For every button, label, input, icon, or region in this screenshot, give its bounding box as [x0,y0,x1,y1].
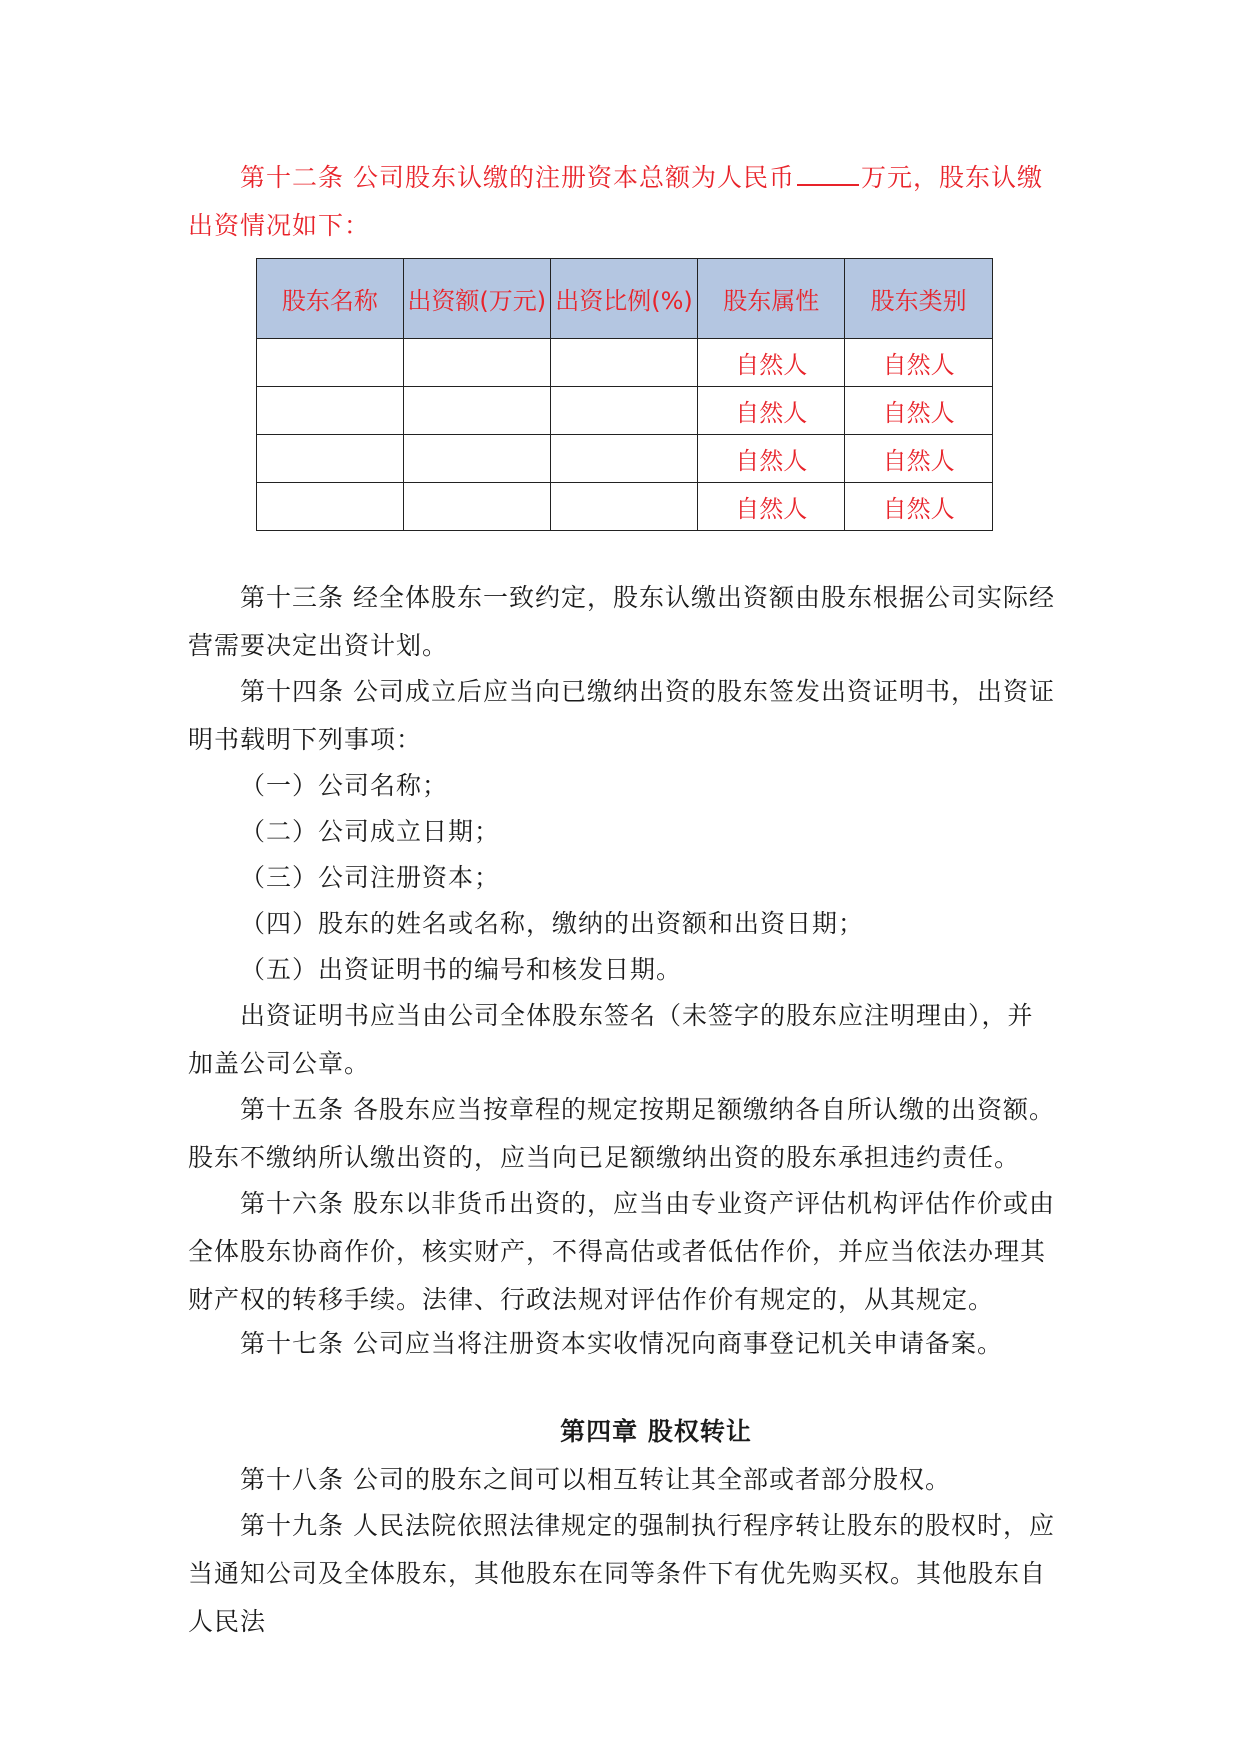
table-cell [550,387,698,435]
article-19: 第十九条 人民法院依照法律规定的强制执行程序转让股东的股权时，应当通知公司及全体股东，其他股东在同等条件下有优先购买权。其他股东自人民法 [188,1511,1055,1636]
table-cell: 自然人 [698,339,845,387]
table-cell: 自然人 [845,387,993,435]
header-contribution-amount: 出资额(万元) [403,259,550,339]
article-14: 第十四条 公司成立后应当向已缴纳出资的股东签发出资证明书，出资证明书载明下列事项： [188,677,1055,754]
table-cell [550,483,698,531]
article-18: 第十八条 公司的股东之间可以相互转让其全部或者部分股权。 [240,1465,951,1494]
article-15: 第十五条 各股东应当按章程的规定按期足额缴纳各自所认缴的出资额。股东不缴纳所认缴出资的，应当向已足额缴纳出资的股东承担违约责任。 [188,1095,1055,1172]
table-cell [403,339,550,387]
list-item: （三）公司注册资本； [240,863,501,892]
header-shareholder-category: 股东类别 [845,259,993,339]
shareholder-table [256,258,993,531]
chapter-heading: 第四章 股权转让 [560,1417,752,1446]
certificate-note: 出资证明书应当由公司全体股东签名（未签字的股东应注明理由），并加盖公司公章。 [188,1001,1034,1078]
table-cell [403,435,550,483]
table-cell: 自然人 [845,435,993,483]
article-17: 第十七条 公司应当将注册资本实收情况向商事登记机关申请备案。 [240,1329,1003,1358]
table-cell [550,339,698,387]
table-row [257,387,993,435]
table-cell: 自然人 [845,339,993,387]
table-cell [257,435,404,483]
table-cell: 自然人 [698,435,845,483]
table-header-row [257,259,993,339]
article-12-text-b: 万元，股东认缴出资情况如下： [188,163,1043,240]
table-row [257,435,993,483]
header-shareholder-name: 股东名称 [257,259,404,339]
table-row [257,339,993,387]
header-contribution-ratio: 出资比例(%) [550,259,698,339]
list-item: （二）公司成立日期； [240,817,501,846]
table-cell [403,483,550,531]
table-row [257,483,993,531]
table-cell: 自然人 [698,387,845,435]
table-cell [403,387,550,435]
article-12-text-a: 第十二条 公司股东认缴的注册资本总额为人民币 [240,163,795,192]
article-12 [188,154,1058,250]
table-cell [550,435,698,483]
article-16: 第十六条 股东以非货币出资的，应当由专业资产评估机构评估作价或由全体股东协商作价，核实财产，不得高估或者低估作价，并应当依法办理其财产权的转移手续。法律、行政法规对评估作价有规定的，从其规定。 [188,1189,1055,1314]
list-item: （五）出资证明书的编号和核发日期。 [240,955,683,984]
article-13: 第十三条 经全体股东一致约定，股东认缴出资额由股东根据公司实际经营需要决定出资计划。 [188,583,1055,660]
header-shareholder-attribute: 股东属性 [698,259,845,339]
table-cell: 自然人 [845,483,993,531]
table-cell: 自然人 [698,483,845,531]
table-cell [257,483,404,531]
table-cell [257,387,404,435]
table-cell [257,339,404,387]
capital-amount-blank [797,158,859,186]
list-item: （一）公司名称； [240,771,449,800]
list-item: （四）股东的姓名或名称，缴纳的出资额和出资日期； [240,909,865,938]
